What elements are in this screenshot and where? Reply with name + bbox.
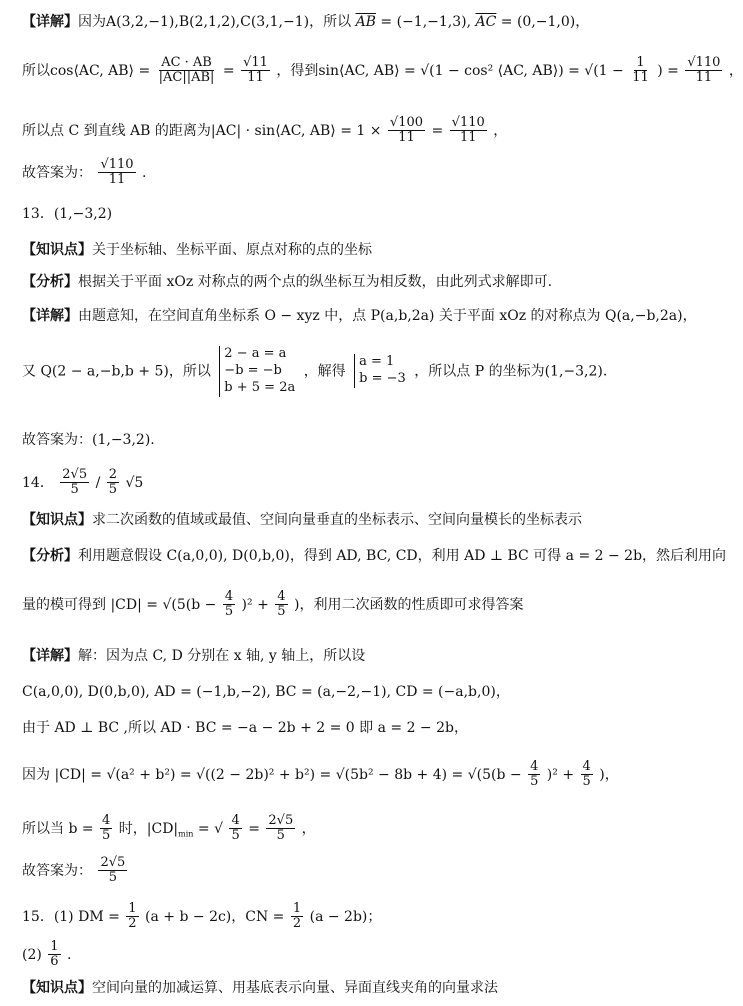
question-13-answer: 13．(1,−3,2): [22, 206, 113, 222]
knowledge-line-13: 【知识点】关于坐标轴、坐标平面、原点对称的点的坐标: [22, 242, 372, 258]
question-15-answer-1: 15．(1) DM = $\frac{1}{2}$ (a + b − 2c)，CN = $\frac{1}{2}$ (a − 2b)；: [22, 901, 382, 932]
fraction: $\frac{1}{2}$: [128, 901, 137, 932]
fraction: $\frac{4}{5}$: [277, 589, 286, 620]
fraction: $\frac{4}{5}$: [530, 759, 539, 790]
fraction: $\frac{2√5}{5}$: [62, 467, 88, 498]
fraction: $\frac{4}{5}$: [224, 589, 234, 620]
fraction: $\frac{1}{11}$: [632, 55, 649, 86]
fraction: $\frac{4}{5}$: [231, 813, 240, 844]
analysis-line-13: 【分析】根据关于平面 xOz 对称点的两个点的纵坐标互为相反数，由此列式求解即可.: [22, 274, 553, 290]
coordinates-line: C(a,0,0), D(0,b,0), AD = (−1,b,−2), BC = (a,−2,−1), CD = (−a,b,0)，: [22, 684, 510, 700]
fraction: $\frac{√110}{11}$: [451, 115, 485, 146]
analysis-line-14-cont: 量的模可得到 |CD| = √(5(b − $\frac{4}{5}$ )² + $\frac{4}{5}$ )，利用二次函数的性质即可求得答案: [22, 589, 524, 620]
solution-system: a = 1 b = −3: [354, 354, 406, 388]
fraction: $\frac{AC \cdot AB}{|AC||AB|}$: [158, 55, 215, 86]
minimum-line: 所以当 b = $\frac{4}{5}$ 时，$|CD|_{min}$ = √ $\frac{4}{5}$ = $\frac{2√5}{5}$ ，: [22, 813, 316, 844]
perpendicular-line: 由于 AD ⊥ BC ,所以 AD · BC = −a − 2b + 2 = 0 即 a = 2 − 2b，: [22, 720, 468, 736]
detail-line-13: 【详解】由题意知，在空间直角坐标系 O − xyz 中，点 P(a,b,2a) 关于平面 xOz 的对称点为 Q(a,−b,2a)，: [22, 308, 697, 324]
fraction: $\frac{2}{5}$: [108, 467, 118, 498]
system-line: 又 Q(2 − a,−b,b + 5)，所以 2 − a = a −b = −b b + 5 = 2a ，解得 a = 1 b = −3 ，所以点 P 的坐标为(1,−3,2).: [22, 346, 608, 395]
fraction: $\frac{√110}{11}$: [100, 157, 134, 188]
fraction: $\frac{√110}{11}$: [687, 55, 721, 86]
answer-line-13: 故答案为：(1,−3,2).: [22, 432, 155, 448]
detail-line-14: 【详解】解：因为点 C, D 分别在 x 轴, y 轴上，所以设: [22, 648, 366, 664]
answer-line-12: 故答案为： $\frac{√110}{11}$ .: [22, 157, 147, 188]
fraction: $\frac{√11}{11}$: [243, 55, 268, 86]
distance-line: 所以点 C 到直线 AB 的距离为|AC| · sin⟨AC, AB⟩ = 1 × $\frac{√100}{11}$ = $\frac{√110}{11}$ ，: [22, 115, 508, 146]
cos-sin-line: 所以cos⟨AC, AB⟩ = $\frac{AC \cdot AB}{|AC||AB|}$ = $\frac{√11}{11}$ ，得到sin⟨AC, AB⟩ = √(1 − cos² ⟨AC, AB⟩) = √(1 − $\frac{1}{11}$ ) = $\frac{√110}{11}$ ，: [22, 55, 743, 86]
analysis-line-14: 【分析】利用题意假设 C(a,0,0), D(0,b,0)，得到 AD, BC, CD，利用 AD ⊥ BC 可得 a = 2 − 2b，然后利用向: [22, 548, 727, 564]
question-15-answer-2: (2) $\frac{1}{6}$ .: [22, 939, 72, 970]
detail-line-1: 【详解】因为A(3,2,−1),B(2,1,2),C(3,1,−1)，所以 $\overline{AB} = (-1,-1,3)$, $\overline{AC} = (0,-1,0)$，: [22, 14, 590, 30]
fraction: $\frac{1}{2}$: [292, 901, 302, 932]
fraction: $\frac{2√5}{5}$: [268, 813, 294, 844]
answer-line-14: 故答案为： $\frac{2√5}{5}$: [22, 855, 126, 886]
fraction: $\frac{2√5}{5}$: [100, 855, 126, 886]
equation-system: 2 − a = a −b = −b b + 5 = 2a: [219, 346, 295, 397]
fraction: $\frac{√100}{11}$: [389, 115, 424, 146]
fraction: $\frac{4}{5}$: [102, 813, 111, 844]
fraction: $\frac{4}{5}$: [582, 759, 591, 790]
knowledge-line-15: 【知识点】空间向量的加减运算、用基底表示向量、异面直线夹角的向量求法: [22, 980, 498, 996]
modulus-line: 因为 |CD| = √(a² + b²) = √((2 − 2b)² + b²) = √(5b² − 8b + 4) = √(5(b − $\frac{4}{5}$ )² + $\frac{4}{5}$ )，: [22, 759, 619, 790]
knowledge-line-14: 【知识点】求二次函数的值域或最值、空间向量垂直的坐标表示、空间向量模长的坐标表示: [22, 512, 582, 528]
fraction: $\frac{1}{6}$: [50, 939, 59, 970]
question-14-answer: 14． $\frac{2√5}{5}$ / $\frac{2}{5}$ √5: [22, 467, 144, 498]
